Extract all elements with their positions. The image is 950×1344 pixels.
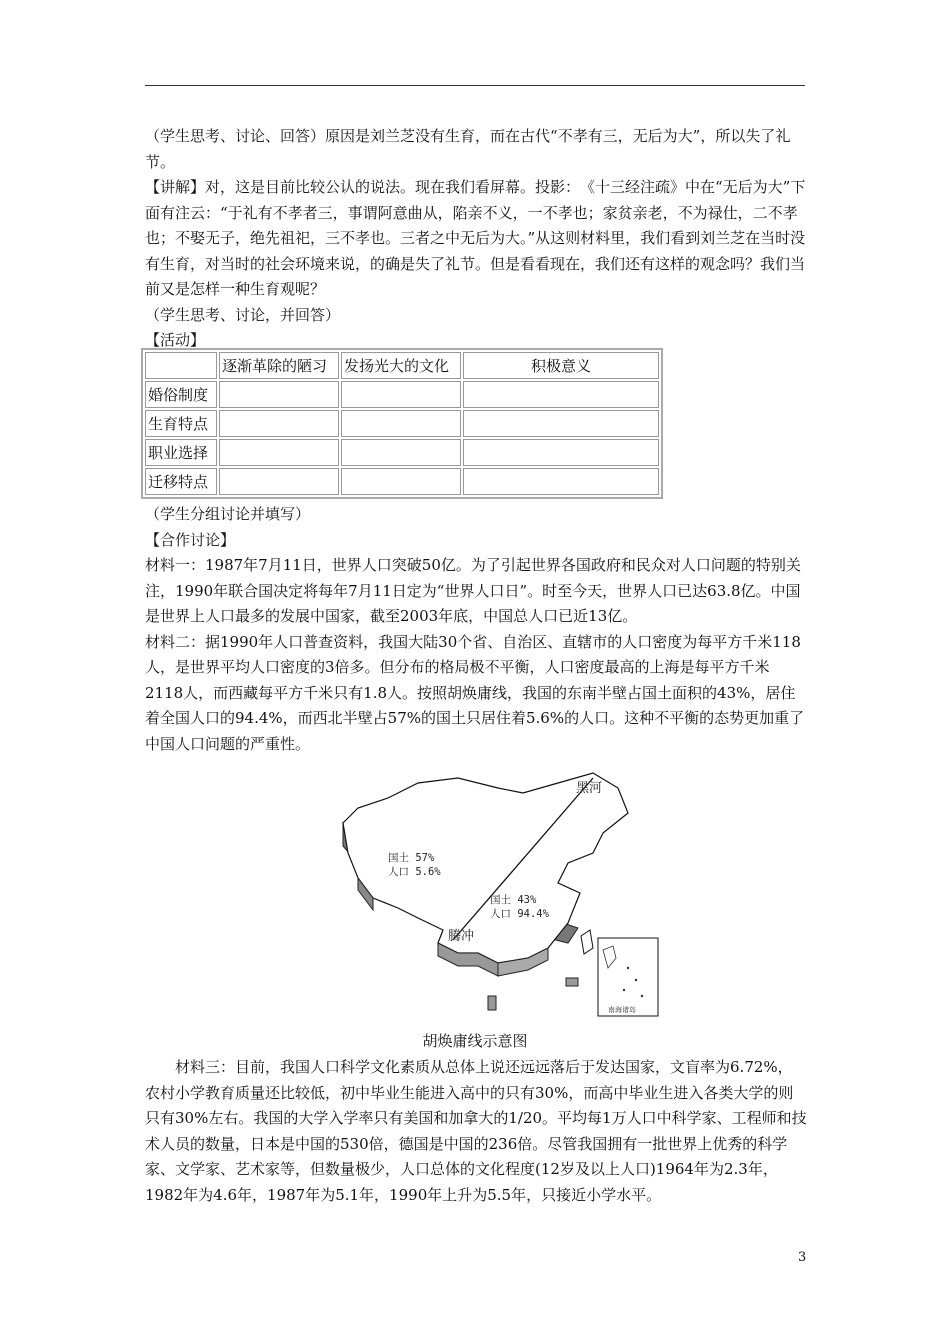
map-caption: 胡焕庸线示意图 [422, 1032, 528, 1050]
taiwan-island [581, 930, 593, 954]
paragraph-material-three: 材料三：目前，我国人口科学文化素质从总体上说还远远落后于发达国家，文盲率为6.72%，农村小学教育质量还比较低，初中毕业生能进入高中的只有30%，而高中毕业生进入各类大学的则只有30%左右。我国的大学入学率只有美国和加拿大的1/20。平均每1万人口中科学家、工程师和技术人员的数量，日本是中国的530倍，德国是中国的236倍。尽管我国拥有一批世界上优秀的科学家、文学家、艺术家等，但数量极少，人口总体的文化程度(12岁及以上人口)1964年为2.3年，1982年为4.6年，1987年为5.1年，1990年上升为5.5年，只接近小学水平。 [145, 1058, 807, 1204]
table-cell[interactable] [219, 410, 339, 437]
heading-activity: 【活动】 [145, 331, 206, 349]
heading-cooperative-discussion: 【合作讨论】 [145, 530, 236, 549]
middle-text-block [145, 502, 807, 757]
row-label: 迁移特点 [145, 468, 217, 495]
east-land-label: 国土 43% [490, 894, 537, 906]
row-label: 生育特点 [145, 410, 217, 437]
page-number: 3 [798, 1250, 807, 1265]
table-header-cell: 逐渐革除的陋习 [219, 352, 339, 379]
inset-label: 南海诸岛 [608, 1006, 636, 1014]
table-cell[interactable] [341, 381, 461, 408]
paragraph-student-discuss: （学生思考、讨论，并回答） [145, 305, 341, 324]
bottom-text-block [145, 1055, 807, 1208]
hu-line-map [318, 768, 663, 1020]
table-header-cell [145, 352, 217, 379]
table-cell[interactable] [341, 439, 461, 466]
table-row [145, 439, 659, 466]
table-row [145, 468, 659, 495]
inset-island-dot [623, 989, 625, 991]
city-tengchong-label: 腾冲 [448, 929, 475, 944]
paragraph-material-one: 材料一：1987年7月11日，世界人口突破50亿。为了引起世界各国政府和民众对人口问题的特别关注，1990年联合国决定将每年7月11日定为“世界人口日”。时至今天，世界人口已达63.8亿。中国是世界上人口最多的发展中国家，截至2003年底，中国总人口已近13亿。 [145, 556, 801, 625]
table-cell[interactable] [463, 468, 659, 495]
row-label: 婚俗制度 [145, 381, 217, 408]
row-label: 职业选择 [145, 439, 217, 466]
table-cell[interactable] [463, 439, 659, 466]
inset-island-dot [627, 967, 629, 969]
east-population-label: 人口 94.4% [490, 908, 549, 920]
table-cell[interactable] [219, 468, 339, 495]
header-rule [145, 85, 805, 86]
paragraph-material-two: 材料二：据1990年人口普查资料，我国大陆30个省、自治区、直辖市的人口密度为每平方千米118人，是世界平均人口密度的3倍多。但分布的格局极不平衡，人口密度最高的上海是每平方千米2118人，而西藏每平方千米只有1.8人。按照胡焕庸线，我国的东南半壁占国土面积的43%，居住着全国人口的94.4%，而西北半壁占57%的国土只居住着5.6%的人口。这种不平衡的态势更加重了中国人口问题的严重性。 [145, 632, 805, 753]
west-population-label: 人口 5.6% [388, 866, 441, 878]
paragraph-group-discuss: （学生分组讨论并填写） [145, 505, 311, 523]
table-header-cell: 发扬光大的文化 [341, 352, 461, 379]
table-row [145, 381, 659, 408]
table-row [145, 410, 659, 437]
south-china-sea-inset [598, 938, 658, 1016]
city-heihe-label: 黑河 [576, 781, 603, 796]
hainan-island [488, 996, 496, 1010]
top-text-block [145, 124, 807, 354]
table-header-row [145, 352, 659, 379]
activity-table [141, 348, 663, 499]
table-cell[interactable] [463, 410, 659, 437]
table-cell[interactable] [341, 468, 461, 495]
table-header-cell: 积极意义 [463, 352, 659, 379]
island-mark [566, 978, 578, 986]
inset-island-dot [635, 979, 637, 981]
table-cell[interactable] [463, 381, 659, 408]
paragraph-explanation: 【讲解】对，这是目前比较公认的说法。现在我们看屏幕。投影： 《十三经注疏》中在“无后为大”下面有注云：“于礼有不孝者三，事谓阿意曲从，陷亲不义，一不孝也；家贫亲老，不为禄仕，二不孝也；不娶无子，绝先祖祀，三不孝也。三者之中无后为大。”从这则材料里，我们看到刘兰芝在当时没有生育，对当时的社会环境来说，的确是失了礼节。但是看看现在，我们还有这样的观念吗？我们当前又是怎样一种生育观呢？ [145, 178, 806, 298]
inset-island-dot [641, 995, 643, 997]
table-cell[interactable] [341, 410, 461, 437]
table-cell[interactable] [219, 381, 339, 408]
paragraph-student-answer: （学生思考、讨论、回答）原因是刘兰芝没有生育，而在古代“不孝有三，无后为大”，所以失了礼节。 [145, 127, 791, 171]
west-land-label: 国土 57% [388, 852, 435, 864]
table-cell[interactable] [219, 439, 339, 466]
